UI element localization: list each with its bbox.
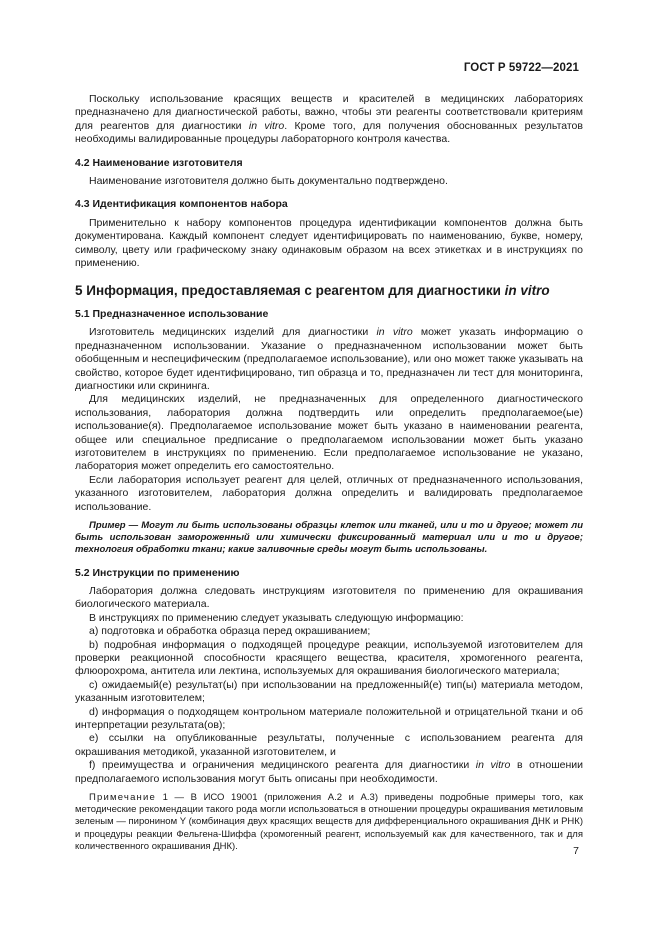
document-header: ГОСТ Р 59722—2021 <box>463 62 579 74</box>
section-5-2-paragraph: Лаборатория должна следовать инструкциям изготовителя по применению для окрашивания биологического материала. <box>75 584 583 611</box>
intro-paragraph: Поскольку использование красящих веществ и красителей в медицинских лабораториях предназначено для диагностической работы, важно, чтобы эти реагенты соответствовали критериям для реагентов для диагностики in vitro. Кроме того, для получения обоснованных результатов необходимы валидированные процедуры лабораторного контроля качества. <box>75 93 583 146</box>
page-number: 7 <box>573 845 579 857</box>
section-5-title: 5 Информация, предоставляемая с реагентом для диагностики in vitro <box>75 283 550 299</box>
example-note: Пример — Могут ли быть использованы образцы клеток или тканей, или и то и другое; может ли быть использован замороженный или химически фиксированный материал или и то и другое; технология обработки ткани; какие заливочные среды могут быть использованы. <box>75 519 583 556</box>
section-5-1-paragraph: Если лаборатория использует реагент для целей, отличных от предназначенного использования, указанного изготовителем, лаборатория должна определить и валидировать предполагаемое использование. <box>75 473 583 513</box>
section-5-1-title: 5.1 Предназначенное использование <box>75 307 269 320</box>
list-item: d) информация о подходящем контрольном материале положительной и отрицательной ткани и об интерпретации результата(ов); <box>75 705 583 732</box>
document-body <box>75 93 583 853</box>
list-item: c) ожидаемый(е) результат(ы) при использовании на предложенный(е) тип(ы) материала методом, указанным изготовителем; <box>75 678 583 705</box>
list-item: f) преимущества и ограничения медицинского реагента для диагностики in vitro в отношении предполагаемого использования могут быть описаны при необходимости. <box>75 759 583 785</box>
list-item: b) подробная информация о подходящей процедуре реакции, используемой изготовителем для проверки реакционной способности красящего вещества, красителя, хромогенного реагента, флюорохрома, антитела или лектина, используемых для окрашивания биологического материала; <box>75 638 583 678</box>
section-5-2-title: 5.2 Инструкции по применению <box>75 566 240 579</box>
list-item: e) ссылки на опубликованные результаты, полученные с использованием реагента для окрашивания методикой, указанной изготовителем, и <box>75 732 583 758</box>
section-4-2-title: 4.2 Наименование изготовителя <box>75 156 243 169</box>
section-4-3-title: 4.3 Идентификация компонентов набора <box>75 198 288 211</box>
section-5-1-paragraph: Для медицинских изделий, не предназначенных для определенного диагностического использования, лаборатория должна подтвердить или определить предполагаемое(ые) использование(я). Предполагаемое использование может быть указано в наименовании реагента, общее или специальное предписание о предполагаемом использовании может быть указано изготовителем в инструкциях по применению. Если предполагаемое использование не указано, лаборатория может определить его самостоятельно. <box>75 393 583 473</box>
note: Примечание 1 — В ИСО 19001 (приложения А.2 и А.3) приведены подробные примеры того, как методические рекомендации такого рода могли использоваться в отношении процедуры окрашивания метиловым зеленым — пиронином Y (комбинация двух красящих веществ для дифференциального окрашивания ДНК и РНК) и процедуры реакции Фельгена-Шиффа (хромогенный реагент, используемый как для качественного, так и для количественного окрашивания ДНК). <box>75 792 583 852</box>
section-4-2-text: Наименование изготовителя должно быть документально подтверждено. <box>89 175 448 188</box>
section-5-2-paragraph: В инструкциях по применению следует указывать следующую информацию: <box>89 611 464 624</box>
section-4-3-text: Применительно к набору компонентов процедура идентификации компонентов должна быть документирована. Каждый компонент следует идентифицировать по наименованию, букве, номеру, символу, цвету или графическому знаку одинаковым образом на всех этикетках и в инструкциях по применению. <box>75 216 583 270</box>
list-item: a) подготовка и обработка образца перед окрашиванием; <box>89 625 371 638</box>
section-5-1-paragraph: Изготовитель медицинских изделий для диагностики in vitro может указать информацию о предназначенном использовании. Указание о предназначенном использовании может быть обобщенным и неспецифическим (предполагаемое использование), или оно может также указывать на свойство, которое будет идентифицировано, тип образца и то, предназначен ли тест для мониторинга, диагностики или скрининга. <box>75 326 583 392</box>
